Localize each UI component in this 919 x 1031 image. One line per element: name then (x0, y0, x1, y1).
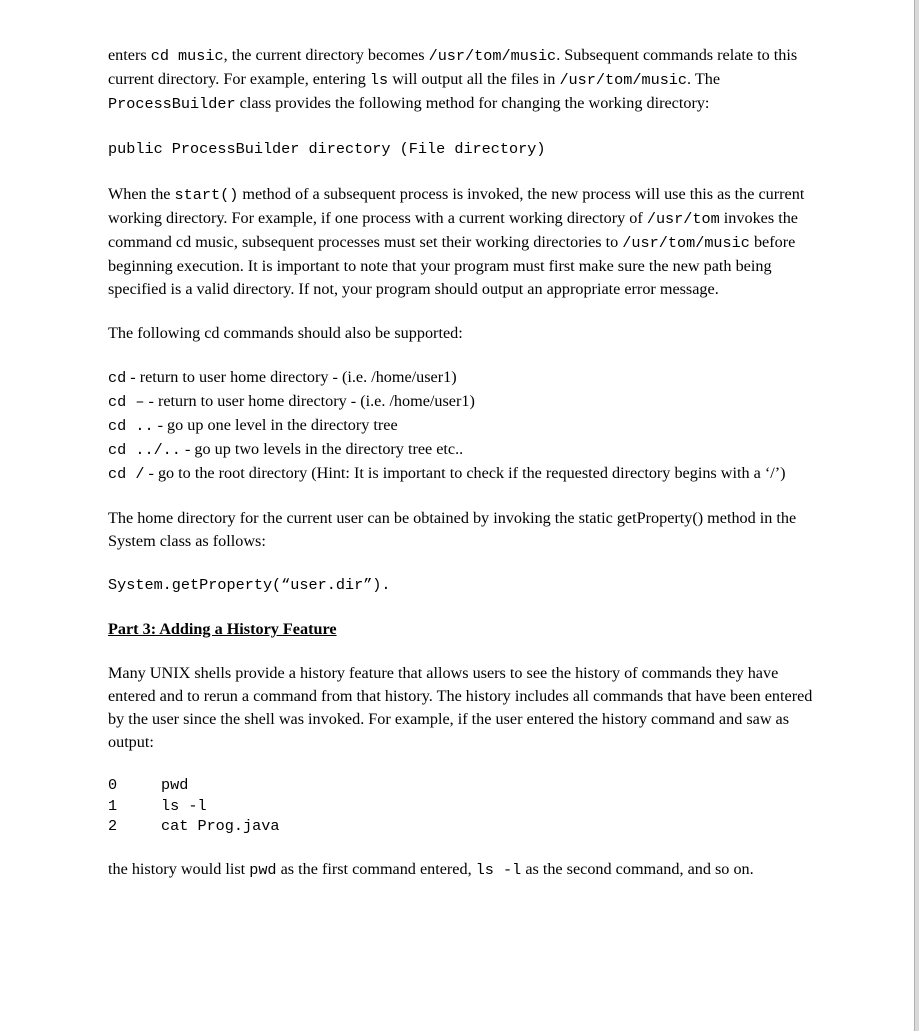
code-directory-method: public ProcessBuilder directory (File directory) (108, 140, 546, 158)
section-heading-part3: Part 3: Adding a History Feature (108, 620, 337, 638)
inline-code: /usr/tom (646, 210, 720, 228)
history-number: 2 (108, 817, 118, 835)
cd-command: cd ../.. (108, 441, 181, 459)
paragraph-start-method: When the start() method of a subsequent process is invoked, the new process will use this as the current working directory. For example, if one process with a current working directory of /usr/tom invokes the command cd music, subsequent processes must set their working directories to /usr/tom/music before beginning execution. It is important to note that your program must first make sure the new path being specified is a valid directory. If not, your program should output an appropriate error message. (108, 185, 805, 298)
inline-code: ls (369, 71, 389, 89)
cd-command-list (108, 366, 813, 486)
history-row (108, 816, 813, 837)
inline-code: cd music (150, 47, 224, 65)
paragraph-working-directory: enters cd music, the current directory becomes /usr/tom/music. Subsequent commands relate to this current directory. For example, entering ls will output all the files in /usr/tom/music. The ProcessBuilder class provides the following method for changing the working directory: (108, 46, 798, 113)
code-get-property: System.getProperty(“user.dir”). (108, 576, 391, 594)
cd-command: cd .. (108, 417, 154, 435)
cd-command-item: cd .. - go up one level in the directory tree (108, 416, 398, 435)
inline-code: ProcessBuilder (108, 95, 236, 113)
cd-command: cd (108, 369, 127, 387)
history-row (108, 775, 813, 796)
paragraph-home-directory: The home directory for the current user can be obtained by invoking the static getProperty() method in the System class as follows: (108, 509, 797, 550)
history-output (108, 775, 813, 837)
cd-command-item: cd ../.. - go up two levels in the directory tree etc.. (108, 440, 464, 459)
paragraph-cd-intro: The following cd commands should also be supported: (108, 324, 463, 342)
history-command: cat Prog.java (161, 817, 280, 835)
inline-code: /usr/tom/music (559, 71, 688, 89)
document-page (108, 44, 813, 882)
inline-code: /usr/tom/music (428, 47, 557, 65)
history-number: 1 (108, 796, 118, 815)
cd-command: cd / (108, 465, 145, 483)
paragraph-history-explanation: the history would list pwd as the first command entered, ls -l as the second command, and so on. (108, 859, 754, 879)
cd-command-item: cd – - return to user home directory - (i.e. /home/user1) (108, 392, 475, 411)
inline-code: /usr/tom/music (622, 234, 750, 252)
history-row (108, 796, 813, 817)
inline-code: start() (174, 186, 239, 204)
history-command: ls -l (161, 796, 207, 815)
history-command: pwd (161, 776, 189, 794)
cd-command-item: cd / - go to the root directory (Hint: It is important to check if the requested directory begins with a ‘/’) (108, 464, 786, 483)
cd-command-item: cd - return to user home directory - (i.e. /home/user1) (108, 368, 457, 387)
inline-code: pwd (249, 860, 277, 879)
history-number: 0 (108, 776, 118, 794)
inline-code: ls -l (475, 860, 522, 879)
paragraph-history-intro: Many UNIX shells provide a history feature that allows users to see the history of commands they have entered and to rerun a command from that history. The history includes all commands that have been entered by the user since the shell was invoked. For example, if the user entered the history command and saw as output: (108, 664, 813, 751)
page-edge (914, 0, 919, 1031)
cd-command: cd – (108, 393, 145, 411)
